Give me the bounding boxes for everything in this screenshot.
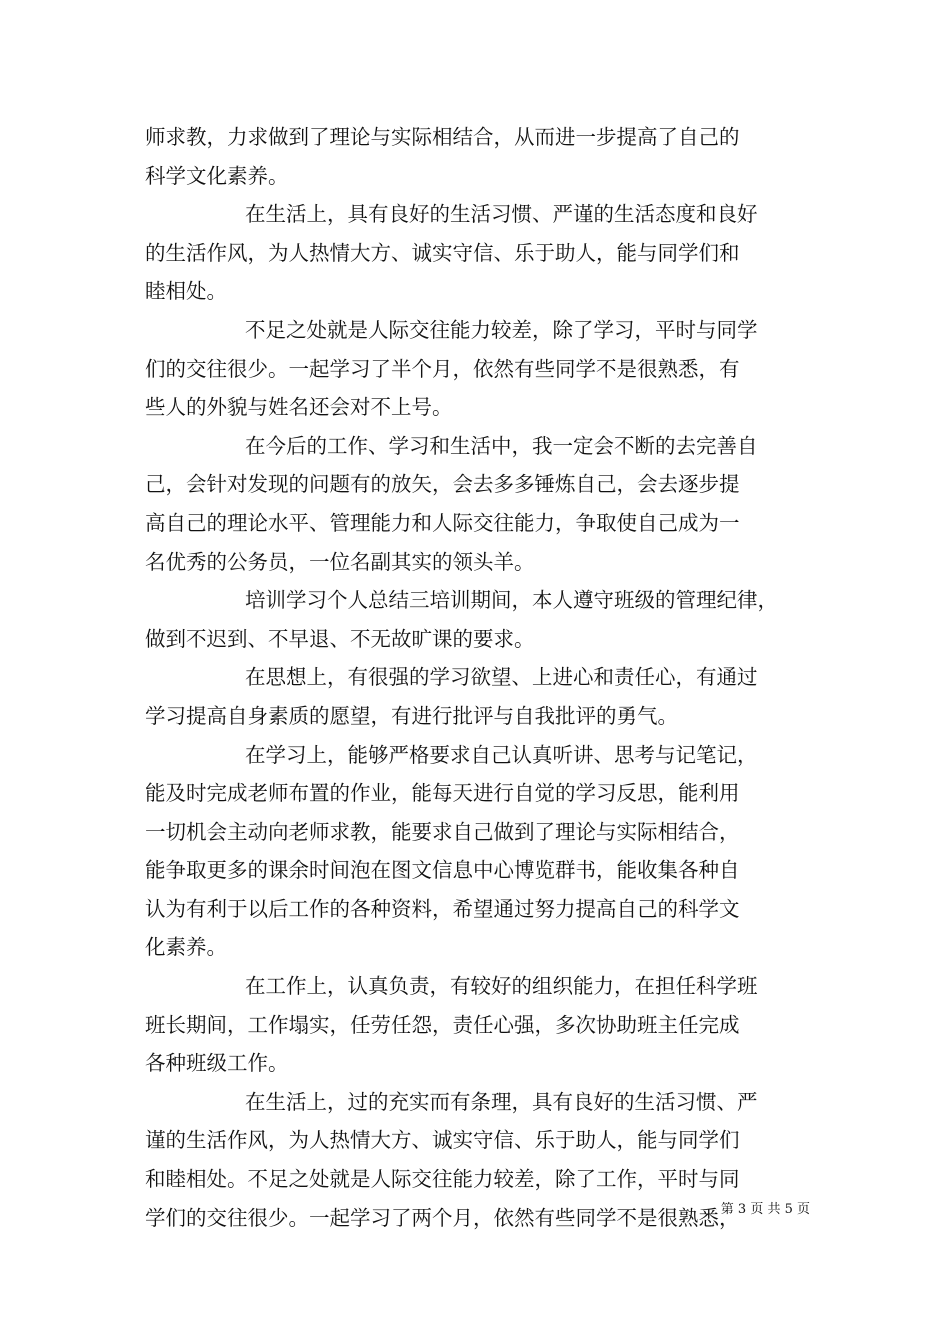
text-line: 各种班级工作。 (145, 1051, 289, 1076)
text-line: 培训学习个人总结三培训期间，本人遵守班级的管理纪律， (245, 588, 778, 613)
text-line: 们的交往很少。一起学习了半个月，依然有些同学不是很熟悉，有 (145, 356, 740, 381)
text-line: 在工作上，认真负责，有较好的组织能力，在担任科学班 (245, 974, 758, 999)
text-line: 高自己的理论水平、管理能力和人际交往能力，争取使自己成为一 (145, 510, 740, 535)
text-line: 些人的外貌与姓名还会对不上号。 (145, 395, 453, 420)
text-line: 学习提高自身素质的愿望，有进行批评与自我批评的勇气。 (145, 703, 678, 728)
body-text (145, 118, 810, 1237)
text-line: 己，会针对发现的问题有的放矢，会去多多锤炼自己，会去逐步提 (145, 472, 740, 497)
text-line: 师求教，力求做到了理论与实际相结合，从而进一步提高了自己的 (145, 125, 740, 149)
text-line: 能争取更多的课余时间泡在图文信息中心博览群书，能收集各种自 (145, 858, 740, 883)
text-line: 在生活上，具有良好的生活习惯、严谨的生活态度和良好 (245, 202, 758, 227)
text-line: 在今后的工作、学习和生活中，我一定会不断的去完善自 (245, 433, 758, 458)
text-line: 学们的交往很少。一起学习了两个月，依然有些同学不是很熟悉， (145, 1205, 740, 1230)
text-line: 在思想上，有很强的学习欲望、上进心和责任心，有通过 (245, 665, 758, 690)
text-line: 在学习上，能够严格要求自己认真听讲、思考与记笔记， (245, 742, 758, 767)
text-line: 认为有利于以后工作的各种资料，希望通过努力提高自己的科学文 (145, 896, 740, 921)
text-line: 班长期间，工作塌实，任劳任怨，责任心强，多次协助班主任完成 (145, 1012, 740, 1037)
text-line: 和睦相处。不足之处就是人际交往能力较差，除了工作，平时与同 (145, 1167, 740, 1192)
text-line: 睦相处。 (145, 279, 227, 304)
page-number: 第 3 页 共 5 页 (720, 1202, 810, 1217)
text-line: 谨的生活作风，为人热情大方、诚实守信、乐于助人，能与同学们 (145, 1128, 740, 1153)
text-line: 一切机会主动向老师求教，能要求自己做到了理论与实际相结合， (145, 819, 740, 844)
text-line: 名优秀的公务员，一位名副其实的领头羊。 (145, 549, 535, 574)
text-line: 的生活作风，为人热情大方、诚实守信、乐于助人，能与同学们和 (145, 240, 740, 265)
text-line: 不足之处就是人际交往能力较差，除了学习，平时与同学 (245, 317, 758, 342)
text-line: 在生活上，过的充实而有条理，具有良好的生活习惯、严 (245, 1089, 758, 1114)
text-line: 做到不迟到、不早退、不无故旷课的要求。 (145, 626, 535, 651)
text-line: 能及时完成老师布置的作业，能每天进行自觉的学习反思，能利用 (145, 781, 740, 806)
text-line: 化素养。 (145, 935, 227, 960)
text-line: 科学文化素养。 (145, 163, 289, 188)
